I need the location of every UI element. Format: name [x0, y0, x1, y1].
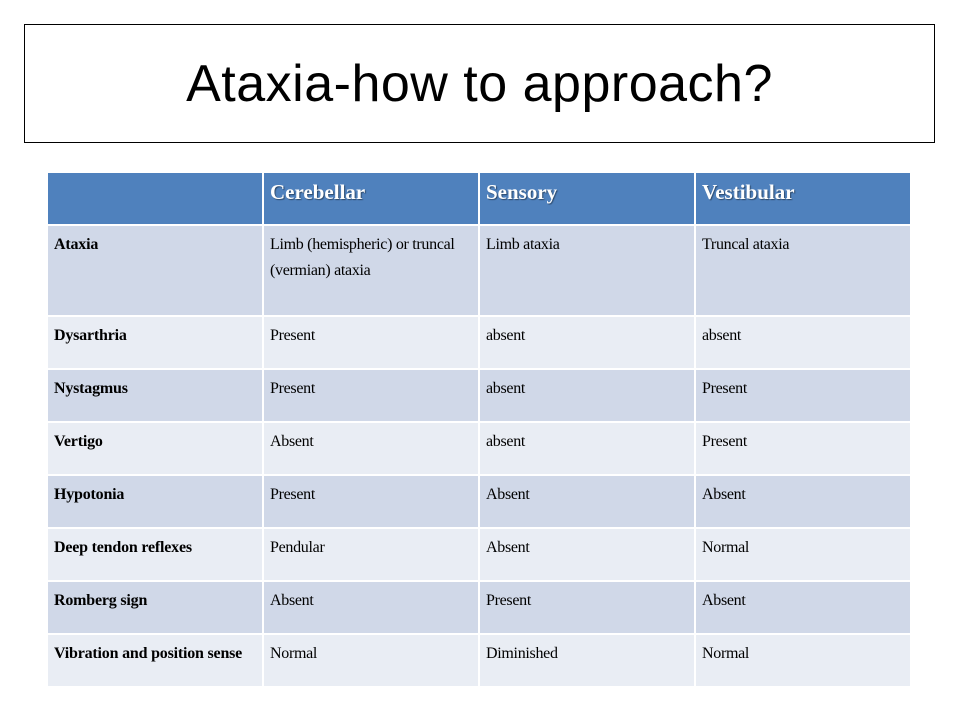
table-row: [48, 635, 910, 686]
cell-sensory: Limb ataxia: [480, 226, 694, 315]
cell-cerebellar: Limb (hemispheric) or truncal (vermian) ataxia: [264, 226, 478, 315]
cell-sensory: absent: [480, 370, 694, 421]
table-row: [48, 423, 910, 474]
cell-vestibular: Absent: [696, 476, 910, 527]
cell-cerebellar: Absent: [264, 423, 478, 474]
row-label: Nystagmus: [48, 370, 262, 421]
table-row: [48, 582, 910, 633]
cell-vestibular: Present: [696, 370, 910, 421]
table-row: [48, 370, 910, 421]
cell-cerebellar: Present: [264, 370, 478, 421]
header-vestibular: Vestibular: [696, 173, 910, 224]
row-label: Hypotonia: [48, 476, 262, 527]
table-row: [48, 226, 910, 315]
slide-title: Ataxia-how to approach?: [186, 54, 773, 113]
comparison-table: [46, 171, 912, 688]
table-header-row: [48, 173, 910, 224]
cell-sensory: Diminished: [480, 635, 694, 686]
cell-sensory: absent: [480, 423, 694, 474]
cell-cerebellar: Present: [264, 317, 478, 368]
row-label: Dysarthria: [48, 317, 262, 368]
cell-vestibular: Truncal ataxia: [696, 226, 910, 315]
cell-cerebellar: Absent: [264, 582, 478, 633]
slide-title-box: [24, 24, 935, 143]
row-label: Deep tendon reflexes: [48, 529, 262, 580]
row-label: Ataxia: [48, 226, 262, 315]
row-label: Vertigo: [48, 423, 262, 474]
header-cerebellar: Cerebellar: [264, 173, 478, 224]
table-row: [48, 317, 910, 368]
table-row: [48, 529, 910, 580]
cell-vestibular: Present: [696, 423, 910, 474]
cell-sensory: Absent: [480, 529, 694, 580]
cell-vestibular: Normal: [696, 529, 910, 580]
cell-vestibular: absent: [696, 317, 910, 368]
row-label: Vibration and position sense: [48, 635, 262, 686]
cell-sensory: Present: [480, 582, 694, 633]
cell-vestibular: Absent: [696, 582, 910, 633]
table-row: [48, 476, 910, 527]
cell-cerebellar: Normal: [264, 635, 478, 686]
cell-cerebellar: Present: [264, 476, 478, 527]
cell-vestibular: Normal: [696, 635, 910, 686]
cell-cerebellar: Pendular: [264, 529, 478, 580]
header-sensory: Sensory: [480, 173, 694, 224]
cell-sensory: Absent: [480, 476, 694, 527]
cell-sensory: absent: [480, 317, 694, 368]
header-corner-cell: [48, 173, 262, 224]
row-label: Romberg sign: [48, 582, 262, 633]
